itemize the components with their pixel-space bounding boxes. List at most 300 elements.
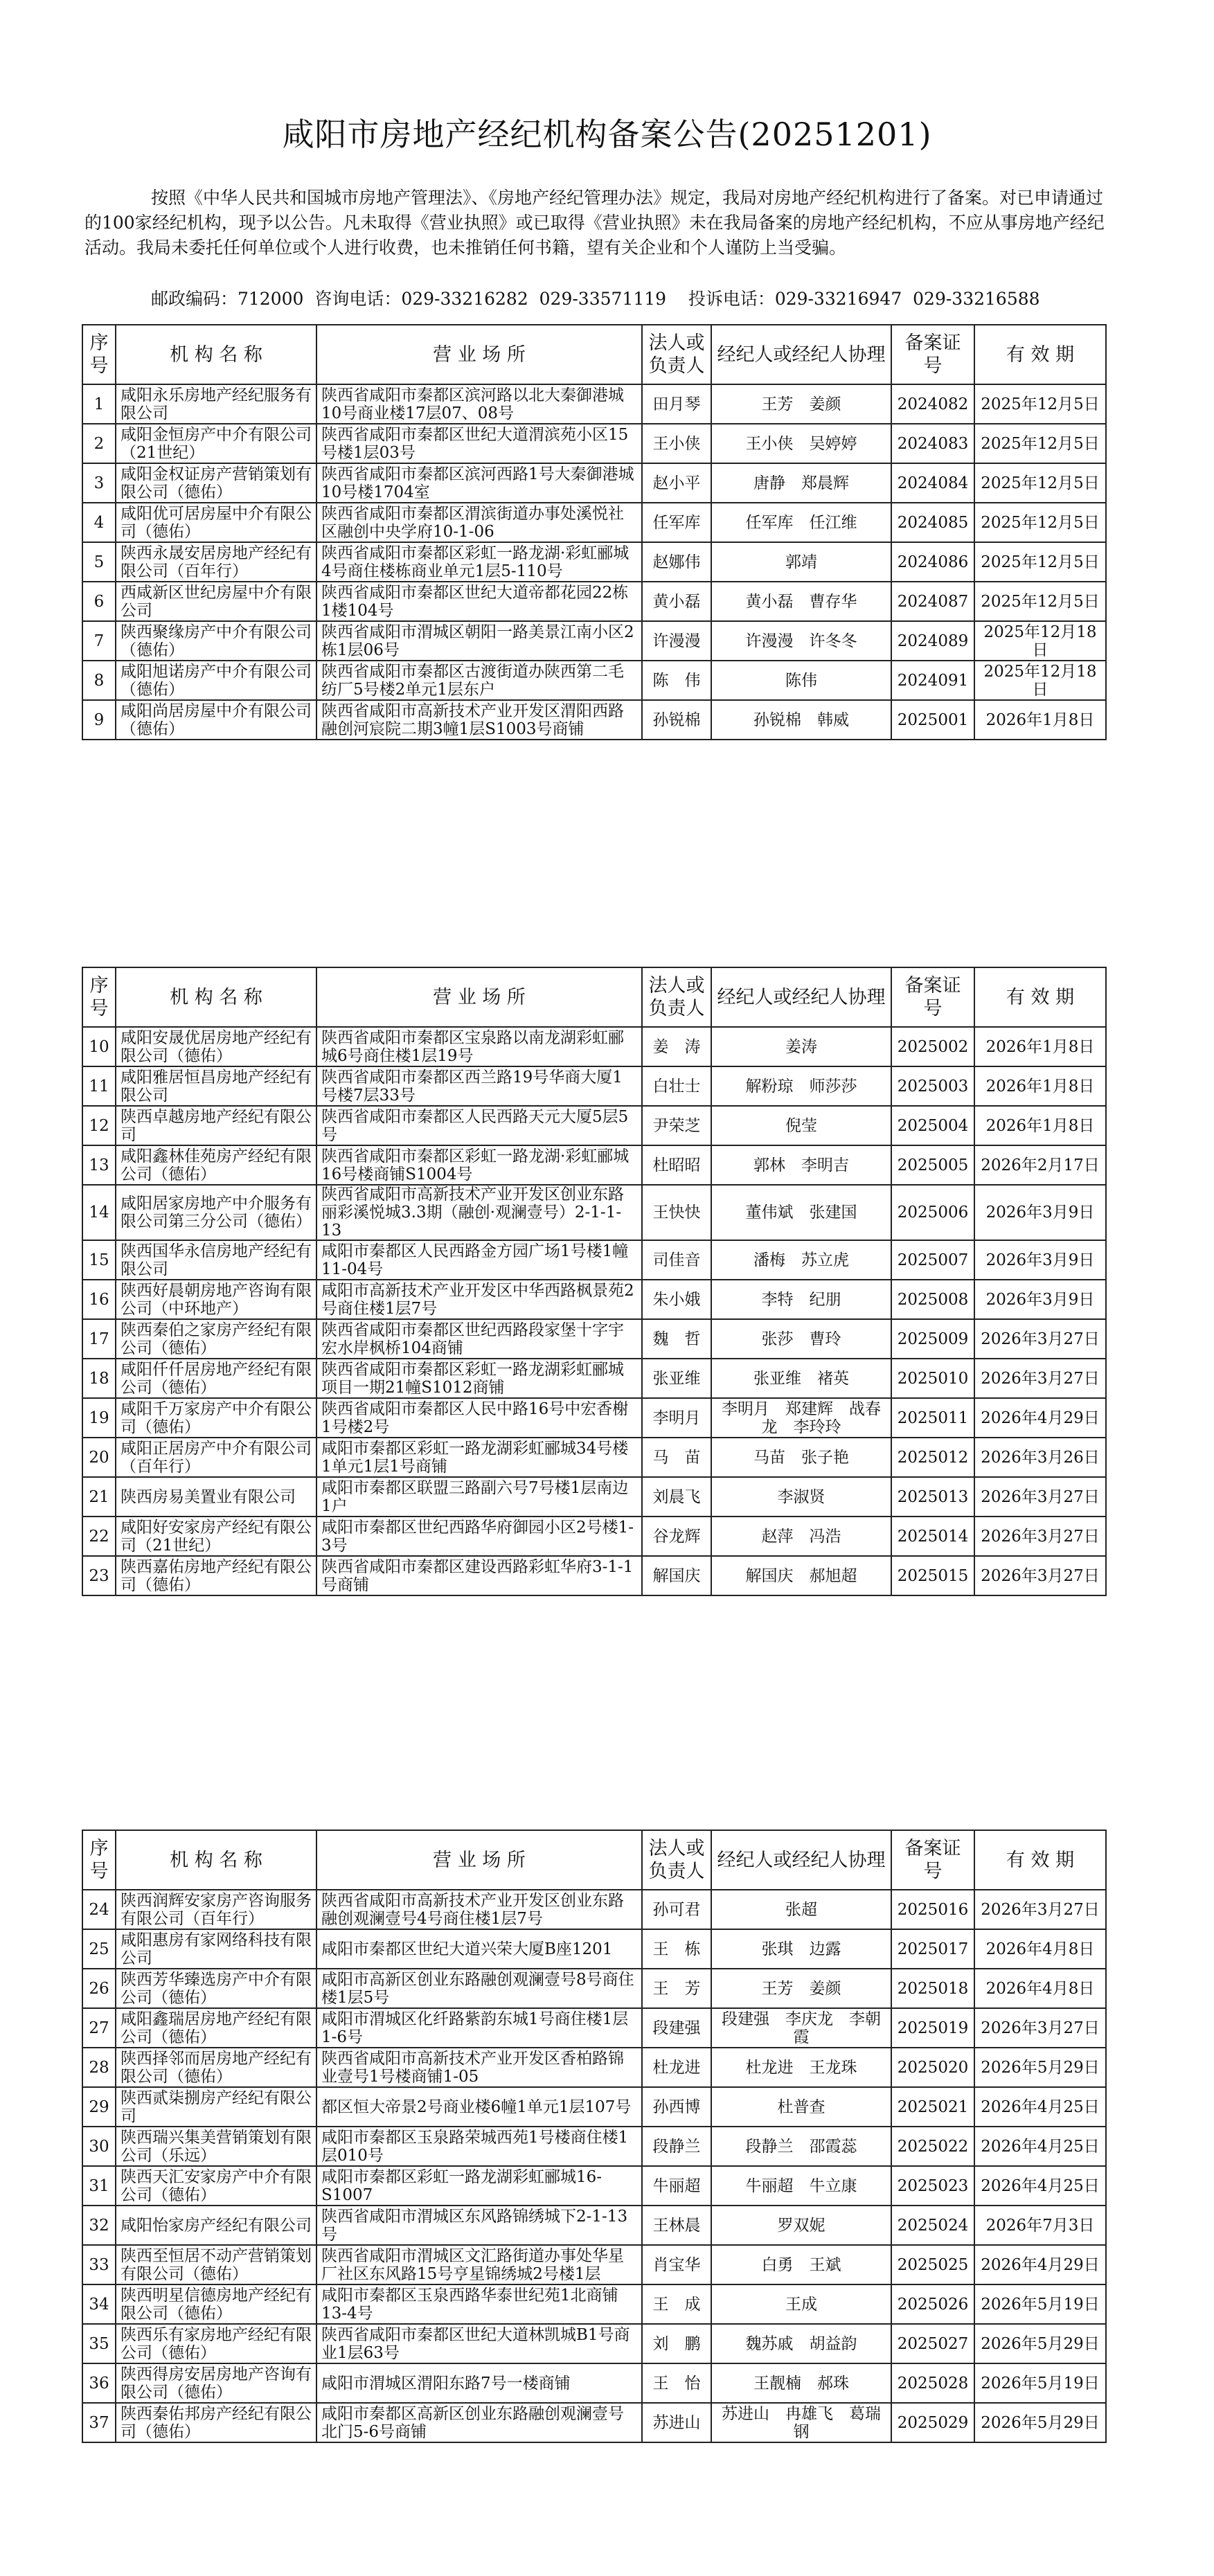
cell-cert-no: 2025006 (891, 1185, 974, 1240)
cell-legal-person: 朱小娥 (642, 1280, 711, 1319)
cell-seq: 25 (82, 1929, 116, 1969)
table-row (82, 2403, 1106, 2442)
cell-agents: 杜龙进 王龙珠 (711, 2048, 891, 2087)
table-header-row (82, 1830, 1106, 1890)
cell-seq: 14 (82, 1185, 116, 1240)
header-valid: 有 效 期 (974, 967, 1106, 1027)
cell-seq: 18 (82, 1359, 116, 1398)
table-row (82, 1319, 1106, 1359)
cell-cert-no: 2025008 (891, 1280, 974, 1319)
cell-agents: 许漫漫 许冬冬 (711, 621, 891, 661)
table-row (82, 503, 1106, 542)
cell-seq: 23 (82, 1556, 116, 1595)
table-row (82, 1890, 1106, 1929)
cell-cert-no: 2025013 (891, 1477, 974, 1517)
cell-address: 陕西省咸阳市秦都区古渡街道办陕西第二毛纺厂5号楼2单元1层东户 (316, 661, 642, 700)
cell-address: 陕西省咸阳市秦都区世纪大道帝都花园22栋1楼104号 (316, 582, 642, 621)
cell-agents: 解粉琼 师莎莎 (711, 1066, 891, 1106)
cell-valid-until: 2026年5月19日 (974, 2363, 1106, 2403)
cell-agents: 孙锐棉 韩威 (711, 700, 891, 740)
cell-address: 咸阳市秦都区高新区创业东路融创观澜壹号北门5-6号商铺 (316, 2403, 642, 2442)
cell-seq: 29 (82, 2087, 116, 2127)
cell-cert-no: 2025028 (891, 2363, 974, 2403)
cell-valid-until: 2025年12月5日 (974, 503, 1106, 542)
cell-seq: 10 (82, 1027, 116, 1066)
cell-legal-person: 王小侠 (642, 424, 711, 463)
header-agents: 经纪人或经纪人协理 (711, 967, 891, 1027)
cell-org-name: 陕西嘉佑房地产经纪有限公司（德佑） (116, 1556, 316, 1595)
cell-address: 咸阳市高新技术产业开发区中华西路枫景苑2号商住楼1层7号 (316, 1280, 642, 1319)
cell-seq: 8 (82, 661, 116, 700)
cell-valid-until: 2025年12月18日 (974, 661, 1106, 700)
cell-org-name: 陕西润辉安家房产咨询服务有限公司（百年行） (116, 1890, 316, 1929)
header-cert: 备案证号 (891, 1830, 974, 1890)
cell-cert-no: 2025023 (891, 2166, 974, 2206)
cell-cert-no: 2025003 (891, 1066, 974, 1106)
cell-legal-person: 肖宝华 (642, 2245, 711, 2284)
cell-org-name: 咸阳安晟优居房地产经纪有限公司（德佑） (116, 1027, 316, 1066)
cell-org-name: 咸阳雅居恒昌房地产经纪有限公司 (116, 1066, 316, 1106)
cell-address: 陕西省咸阳市渭城区朝阳一路美景江南小区2栋1层06号 (316, 621, 642, 661)
cell-valid-until: 2026年1月8日 (974, 1066, 1106, 1106)
registry-table-2 (82, 967, 1107, 1596)
cell-valid-until: 2026年1月8日 (974, 1106, 1106, 1145)
cell-seq: 4 (82, 503, 116, 542)
cell-agents: 王芳 姜颜 (711, 1969, 891, 2008)
cell-cert-no: 2025012 (891, 1438, 974, 1477)
cell-seq: 19 (82, 1398, 116, 1438)
cell-seq: 1 (82, 384, 116, 424)
cell-org-name: 陕西秦伯之家房产经纪有限公司（德佑） (116, 1319, 316, 1359)
cell-seq: 16 (82, 1280, 116, 1319)
table-row (82, 1066, 1106, 1106)
registry-table-3 (82, 1830, 1107, 2443)
cell-agents: 任军库 任江维 (711, 503, 891, 542)
table-row (82, 542, 1106, 582)
cell-valid-until: 2026年3月9日 (974, 1240, 1106, 1280)
cell-legal-person: 田月琴 (642, 384, 711, 424)
cell-cert-no: 2024086 (891, 542, 974, 582)
cell-legal-person: 王 成 (642, 2284, 711, 2324)
table-row (82, 1438, 1106, 1477)
table-row (82, 1517, 1106, 1556)
cell-legal-person: 苏进山 (642, 2403, 711, 2442)
table-row (82, 2127, 1106, 2166)
cell-legal-person: 刘晨飞 (642, 1477, 711, 1517)
table-row (82, 463, 1106, 503)
cell-org-name: 咸阳金恒房产中介有限公司（21世纪） (116, 424, 316, 463)
cell-legal-person: 王 芳 (642, 1969, 711, 2008)
cell-address: 陕西省咸阳市秦都区建设西路彩虹华府3-1-1号商铺 (316, 1556, 642, 1595)
table-row (82, 661, 1106, 700)
cell-legal-person: 司佳音 (642, 1240, 711, 1280)
cell-seq: 37 (82, 2403, 116, 2442)
cell-address: 陕西省咸阳市秦都区彩虹一路龙湖彩虹郦城项目一期21幢S1012商铺 (316, 1359, 642, 1398)
cell-valid-until: 2026年5月19日 (974, 2284, 1106, 2324)
cell-legal-person: 王林晨 (642, 2206, 711, 2245)
cell-valid-until: 2026年3月27日 (974, 2008, 1106, 2048)
cell-cert-no: 2025011 (891, 1398, 974, 1438)
cell-agents: 李明月 郑建辉 战春龙 李玲玲 (711, 1398, 891, 1438)
cell-valid-until: 2025年12月18日 (974, 621, 1106, 661)
cell-org-name: 咸阳居家房地产中介服务有限公司第三分公司（德佑） (116, 1185, 316, 1240)
cell-address: 陕西省咸阳市秦都区世纪大道渭滨苑小区15号楼1层03号 (316, 424, 642, 463)
cell-legal-person: 赵小平 (642, 463, 711, 503)
cell-cert-no: 2024085 (891, 503, 974, 542)
cell-org-name: 陕西择邻而居房地产经纪有限公司（德佑） (116, 2048, 316, 2087)
cell-org-name: 咸阳鑫林佳苑房产经纪有限公司（德佑） (116, 1145, 316, 1185)
cell-valid-until: 2026年4月25日 (974, 2166, 1106, 2206)
cell-agents: 郭靖 (711, 542, 891, 582)
cell-address: 咸阳市秦都区人民西路金方园广场1号楼1幢11-04号 (316, 1240, 642, 1280)
table-header-row (82, 967, 1106, 1027)
cell-valid-until: 2026年4月25日 (974, 2087, 1106, 2127)
cell-seq: 2 (82, 424, 116, 463)
cell-valid-until: 2026年2月17日 (974, 1145, 1106, 1185)
cell-org-name: 咸阳千万家房产中介有限公司（德佑） (116, 1398, 316, 1438)
cell-org-name: 陕西好晨朝房地产咨询有限公司（中环地产） (116, 1280, 316, 1319)
table-row (82, 2324, 1106, 2363)
cell-cert-no: 2025005 (891, 1145, 974, 1185)
cell-legal-person: 姜 涛 (642, 1027, 711, 1066)
cell-address: 陕西省咸阳市渭城区东风路锦绣城下2-1-13号 (316, 2206, 642, 2245)
cell-seq: 35 (82, 2324, 116, 2363)
cell-legal-person: 段静兰 (642, 2127, 711, 2166)
cell-legal-person: 黄小磊 (642, 582, 711, 621)
cell-valid-until: 2025年12月5日 (974, 542, 1106, 582)
header-address: 营 业 场 所 (316, 967, 642, 1027)
table-row (82, 1359, 1106, 1398)
cell-valid-until: 2026年4月29日 (974, 1398, 1106, 1438)
header-seq: 序号 (82, 967, 116, 1027)
cell-valid-until: 2025年12月5日 (974, 384, 1106, 424)
cell-valid-until: 2025年12月5日 (974, 582, 1106, 621)
table-row (82, 2245, 1106, 2284)
cell-org-name: 陕西天汇安家房产中介有限公司（德佑） (116, 2166, 316, 2206)
header-legal: 法人或负责人 (642, 325, 711, 384)
header-name: 机 构 名 称 (116, 1830, 316, 1890)
cell-legal-person: 杜昭昭 (642, 1145, 711, 1185)
cell-cert-no: 2025007 (891, 1240, 974, 1280)
header-valid: 有 效 期 (974, 325, 1106, 384)
cell-org-name: 陕西房易美置业有限公司 (116, 1477, 316, 1517)
cell-legal-person: 陈 伟 (642, 661, 711, 700)
cell-cert-no: 2025024 (891, 2206, 974, 2245)
header-seq: 序号 (82, 325, 116, 384)
cell-agents: 王芳 姜颜 (711, 384, 891, 424)
cell-valid-until: 2026年3月27日 (974, 1517, 1106, 1556)
cell-seq: 26 (82, 1969, 116, 2008)
cell-seq: 3 (82, 463, 116, 503)
cell-org-name: 陕西得房安居房地产咨询有限公司（德佑） (116, 2363, 316, 2403)
cell-agents: 苏进山 冉雄飞 葛瑞钢 (711, 2403, 891, 2442)
table-header-row (82, 325, 1106, 384)
cell-address: 陕西省咸阳市秦都区西兰路19号华商大厦1号楼7层33号 (316, 1066, 642, 1106)
table-row (82, 2363, 1106, 2403)
table-row (82, 1556, 1106, 1595)
cell-legal-person: 白壮士 (642, 1066, 711, 1106)
cell-org-name: 陕西卓越房地产经纪有限公司 (116, 1106, 316, 1145)
cell-cert-no: 2024084 (891, 463, 974, 503)
cell-valid-until: 2025年12月5日 (974, 424, 1106, 463)
table-row (82, 1240, 1106, 1280)
table-row (82, 1398, 1106, 1438)
cell-agents: 牛丽超 牛立康 (711, 2166, 891, 2206)
cell-legal-person: 孙西博 (642, 2087, 711, 2127)
cell-address: 咸阳市秦都区世纪西路华府御园小区2号楼1-3号 (316, 1517, 642, 1556)
cell-legal-person: 赵娜伟 (642, 542, 711, 582)
header-legal: 法人或负责人 (642, 1830, 711, 1890)
header-name: 机 构 名 称 (116, 325, 316, 384)
cell-agents: 解国庆 郝旭超 (711, 1556, 891, 1595)
cell-legal-person: 杜龙进 (642, 2048, 711, 2087)
cell-address: 陕西省咸阳市高新技术产业开发区创业东路丽彩溪悦城3.3期（融创·观澜壹号）2-1-1-13 (316, 1185, 642, 1240)
cell-agents: 张琪 边露 (711, 1929, 891, 1969)
cell-legal-person: 许漫漫 (642, 621, 711, 661)
cell-org-name: 咸阳优可居房屋中介有限公司（德佑） (116, 503, 316, 542)
cell-org-name: 陕西秦佑邦房产经纪有限公司（德佑） (116, 2403, 316, 2442)
table-row (82, 2048, 1106, 2087)
cell-org-name: 咸阳正居房产中介有限公司（百年行） (116, 1438, 316, 1477)
cell-address: 陕西省咸阳市秦都区滨河西路1号大秦御港城10号楼1704室 (316, 463, 642, 503)
cell-agents: 赵萍 冯浩 (711, 1517, 891, 1556)
cell-address: 陕西省咸阳市秦都区世纪西路段家堡十字宇宏水岸枫桥104商铺 (316, 1319, 642, 1359)
header-valid: 有 效 期 (974, 1830, 1106, 1890)
cell-legal-person: 王快快 (642, 1185, 711, 1240)
cell-legal-person: 孙可君 (642, 1890, 711, 1929)
cell-address: 陕西省咸阳市高新技术产业开发区创业东路融创观澜壹号4号商住楼1层7号 (316, 1890, 642, 1929)
table-row (82, 1969, 1106, 2008)
table-row (82, 2284, 1106, 2324)
cell-cert-no: 2025015 (891, 1556, 974, 1595)
table-row (82, 1280, 1106, 1319)
cell-agents: 王靓楠 郝珠 (711, 2363, 891, 2403)
cell-cert-no: 2025002 (891, 1027, 974, 1066)
cell-seq: 11 (82, 1066, 116, 1106)
header-agents: 经纪人或经纪人协理 (711, 1830, 891, 1890)
cell-seq: 31 (82, 2166, 116, 2206)
header-seq: 序号 (82, 1830, 116, 1890)
cell-valid-until: 2026年3月9日 (974, 1185, 1106, 1240)
cell-agents: 罗双妮 (711, 2206, 891, 2245)
cell-valid-until: 2026年3月26日 (974, 1438, 1106, 1477)
cell-legal-person: 解国庆 (642, 1556, 711, 1595)
cell-org-name: 陕西永晟安居房地产经纪有限公司（百年行） (116, 542, 316, 582)
cell-agents: 段建强 李庆龙 李朝霞 (711, 2008, 891, 2048)
cell-cert-no: 2025017 (891, 1929, 974, 1969)
cell-org-name: 陕西瑞兴集美营销策划有限公司（乐远） (116, 2127, 316, 2166)
registry-table-1 (82, 324, 1107, 740)
cell-address: 咸阳市秦都区彩虹一路龙湖彩虹郦城16-S1007 (316, 2166, 642, 2206)
cell-cert-no: 2025020 (891, 2048, 974, 2087)
cell-cert-no: 2024082 (891, 384, 974, 424)
table-row (82, 384, 1106, 424)
cell-address: 陕西省咸阳市秦都区渭滨街道办事处溪悦社区融创中央学府10-1-06 (316, 503, 642, 542)
cell-agents: 段静兰 邵霞蕊 (711, 2127, 891, 2166)
cell-cert-no: 2025029 (891, 2403, 974, 2442)
cell-address: 陕西省咸阳市秦都区世纪大道林凯城B1号商业1层63号 (316, 2324, 642, 2363)
cell-cert-no: 2025018 (891, 1969, 974, 2008)
cell-seq: 15 (82, 1240, 116, 1280)
contact-line: 邮政编码：712000 咨询电话：029-33216282 029-33571119 投诉电话：029-33216947 029-33216588 (151, 289, 1040, 309)
cell-valid-until: 2026年3月9日 (974, 1280, 1106, 1319)
cell-address: 陕西省咸阳市秦都区滨河路以北大秦御港城10号商业楼17层07、08号 (316, 384, 642, 424)
cell-org-name: 咸阳鑫瑞居房地产经纪有限公司（德佑） (116, 2008, 316, 2048)
cell-org-name: 西咸新区世纪房屋中介有限公司 (116, 582, 316, 621)
cell-org-name: 陕西芳华臻选房产中介有限公司（德佑） (116, 1969, 316, 2008)
cell-address: 陕西省咸阳市高新技术产业开发区渭阳西路融创河宸院二期3幢1层S1003号商铺 (316, 700, 642, 740)
cell-cert-no: 2025014 (891, 1517, 974, 1556)
cell-cert-no: 2024083 (891, 424, 974, 463)
cell-address: 陕西省咸阳市秦都区人民中路16号中宏香榭1号楼2号 (316, 1398, 642, 1438)
header-agents: 经纪人或经纪人协理 (711, 325, 891, 384)
cell-agents: 陈伟 (711, 661, 891, 700)
cell-org-name: 咸阳旭诺房产中介有限公司（德佑） (116, 661, 316, 700)
cell-cert-no: 2025010 (891, 1359, 974, 1398)
cell-cert-no: 2024087 (891, 582, 974, 621)
cell-agents: 郭林 李明吉 (711, 1145, 891, 1185)
header-cert: 备案证号 (891, 325, 974, 384)
table-row (82, 1145, 1106, 1185)
cell-seq: 36 (82, 2363, 116, 2403)
table-row (82, 1106, 1106, 1145)
cell-org-name: 咸阳仟仟居房地产经纪有限公司（德佑） (116, 1359, 316, 1398)
cell-valid-until: 2026年3月27日 (974, 1359, 1106, 1398)
cell-seq: 7 (82, 621, 116, 661)
table-row (82, 1185, 1106, 1240)
cell-address: 咸阳市秦都区玉泉路荣城西苑1号楼商住楼1层010号 (316, 2127, 642, 2166)
table-row (82, 700, 1106, 740)
cell-valid-until: 2026年4月25日 (974, 2127, 1106, 2166)
cell-legal-person: 王 栋 (642, 1929, 711, 1969)
cell-org-name: 陕西贰柒捌房产经纪有限公司 (116, 2087, 316, 2127)
cell-valid-until: 2026年3月27日 (974, 1319, 1106, 1359)
header-cert: 备案证号 (891, 967, 974, 1027)
table-row (82, 2206, 1106, 2245)
cell-org-name: 陕西聚缘房产中介有限公司（德佑） (116, 621, 316, 661)
page-title: 咸阳市房地产经纪机构备案公告(20251201) (282, 116, 932, 153)
cell-legal-person: 李明月 (642, 1398, 711, 1438)
cell-agents: 张超 (711, 1890, 891, 1929)
cell-agents: 张莎 曹玲 (711, 1319, 891, 1359)
cell-valid-until: 2026年1月8日 (974, 700, 1106, 740)
cell-agents: 姜涛 (711, 1027, 891, 1066)
cell-org-name: 陕西国华永信房地产经纪有限公司 (116, 1240, 316, 1280)
table-row (82, 1027, 1106, 1066)
cell-org-name: 咸阳好安家房产经纪有限公司（21世纪） (116, 1517, 316, 1556)
cell-legal-person: 王 怡 (642, 2363, 711, 2403)
cell-seq: 33 (82, 2245, 116, 2284)
cell-org-name: 咸阳惠房有家网络科技有限公司 (116, 1929, 316, 1969)
table-row (82, 1477, 1106, 1517)
cell-seq: 22 (82, 1517, 116, 1556)
cell-address: 咸阳市高新区创业东路融创观澜壹号8号商住楼1层5号 (316, 1969, 642, 2008)
intro-paragraph: 按照《中华人民共和国城市房地产管理法》、《房地产经纪管理办法》规定，我局对房地产经纪机构进行了备案。对已申请通过的100家经纪机构，现予以公告。凡未取得《营业执照》或已取得《营业执照》未在我局备案的房地产经纪机构，不应从事房地产经纪活动。我局未委托任何单位或个人进行收费，也未推销任何书籍，望有关企业和个人谨防上当受骗。 (84, 188, 1105, 258)
cell-cert-no: 2025004 (891, 1106, 974, 1145)
cell-seq: 24 (82, 1890, 116, 1929)
cell-agents: 魏苏戚 胡益韵 (711, 2324, 891, 2363)
cell-cert-no: 2025025 (891, 2245, 974, 2284)
cell-org-name: 咸阳怡家房产经纪有限公司 (116, 2206, 316, 2245)
cell-valid-until: 2026年5月29日 (974, 2324, 1106, 2363)
cell-agents: 潘梅 苏立虎 (711, 1240, 891, 1280)
cell-agents: 白勇 王斌 (711, 2245, 891, 2284)
cell-legal-person: 刘 鹏 (642, 2324, 711, 2363)
cell-address: 陕西省咸阳市渭城区文汇路街道办事处华星厂社区东风路15号亨星锦绣城2号楼1层 (316, 2245, 642, 2284)
cell-address: 咸阳市渭城区化纤路紫韵东城1号商住楼1层1-6号 (316, 2008, 642, 2048)
cell-agents: 王成 (711, 2284, 891, 2324)
table-row (82, 1929, 1106, 1969)
cell-cert-no: 2025021 (891, 2087, 974, 2127)
cell-org-name: 咸阳尚居房屋中介有限公司（德佑） (116, 700, 316, 740)
cell-valid-until: 2026年7月3日 (974, 2206, 1106, 2245)
cell-valid-until: 2026年5月29日 (974, 2403, 1106, 2442)
cell-seq: 21 (82, 1477, 116, 1517)
header-legal: 法人或负责人 (642, 967, 711, 1027)
cell-address: 咸阳市秦都区彩虹一路龙湖彩虹郦城34号楼1单元1层1号商铺 (316, 1438, 642, 1477)
cell-agents: 董伟斌 张建国 (711, 1185, 891, 1240)
cell-seq: 32 (82, 2206, 116, 2245)
cell-valid-until: 2026年1月8日 (974, 1027, 1106, 1066)
cell-address: 陕西省咸阳市秦都区彩虹一路龙湖·彩虹郦城16号楼商铺S1004号 (316, 1145, 642, 1185)
cell-seq: 28 (82, 2048, 116, 2087)
table-row (82, 582, 1106, 621)
cell-cert-no: 2024089 (891, 621, 974, 661)
table-row (82, 621, 1106, 661)
cell-org-name: 陕西乐有家房地产经纪有限公司（德佑） (116, 2324, 316, 2363)
cell-valid-until: 2026年4月8日 (974, 1929, 1106, 1969)
cell-seq: 9 (82, 700, 116, 740)
table-row (82, 2166, 1106, 2206)
cell-org-name: 咸阳金权证房产营销策划有限公司（德佑） (116, 463, 316, 503)
cell-address: 都区恒大帝景2号商业楼6幢1单元1层107号 (316, 2087, 642, 2127)
header-name: 机 构 名 称 (116, 967, 316, 1027)
cell-address: 陕西省咸阳市秦都区宝泉路以南龙湖彩虹郦城6号商住楼1层19号 (316, 1027, 642, 1066)
header-address: 营 业 场 所 (316, 325, 642, 384)
cell-address: 陕西省咸阳市秦都区彩虹一路龙湖·彩虹郦城4号商住楼栋商业单元1层5-110号 (316, 542, 642, 582)
cell-agents: 李淑贤 (711, 1477, 891, 1517)
cell-org-name: 咸阳永乐房地产经纪服务有限公司 (116, 384, 316, 424)
cell-valid-until: 2026年3月27日 (974, 1477, 1106, 1517)
cell-valid-until: 2026年3月27日 (974, 1556, 1106, 1595)
cell-legal-person: 张亚维 (642, 1359, 711, 1398)
cell-cert-no: 2025009 (891, 1319, 974, 1359)
cell-org-name: 陕西至恒居不动产营销策划有限公司（德佑） (116, 2245, 316, 2284)
header-address: 营 业 场 所 (316, 1830, 642, 1890)
cell-cert-no: 2025022 (891, 2127, 974, 2166)
cell-agents: 李特 纪朋 (711, 1280, 891, 1319)
cell-agents: 王小侠 吴婷婷 (711, 424, 891, 463)
cell-legal-person: 孙锐棉 (642, 700, 711, 740)
cell-seq: 13 (82, 1145, 116, 1185)
cell-valid-until: 2026年4月8日 (974, 1969, 1106, 2008)
cell-address: 咸阳市秦都区玉泉西路华泰世纪苑1北商铺13-4号 (316, 2284, 642, 2324)
cell-legal-person: 牛丽超 (642, 2166, 711, 2206)
cell-cert-no: 2025016 (891, 1890, 974, 1929)
cell-seq: 30 (82, 2127, 116, 2166)
cell-address: 陕西省咸阳市高新技术产业开发区香柏路锦业壹号1号楼商铺1-05 (316, 2048, 642, 2087)
cell-address: 咸阳市秦都区世纪大道兴荣大厦B座1201 (316, 1929, 642, 1969)
table-row (82, 2008, 1106, 2048)
cell-valid-until: 2025年12月5日 (974, 463, 1106, 503)
cell-address: 咸阳市渭城区渭阳东路7号一楼商铺 (316, 2363, 642, 2403)
cell-seq: 5 (82, 542, 116, 582)
cell-agents: 倪莹 (711, 1106, 891, 1145)
cell-agents: 张亚维 褚英 (711, 1359, 891, 1398)
cell-legal-person: 马 苗 (642, 1438, 711, 1477)
cell-seq: 6 (82, 582, 116, 621)
cell-seq: 27 (82, 2008, 116, 2048)
